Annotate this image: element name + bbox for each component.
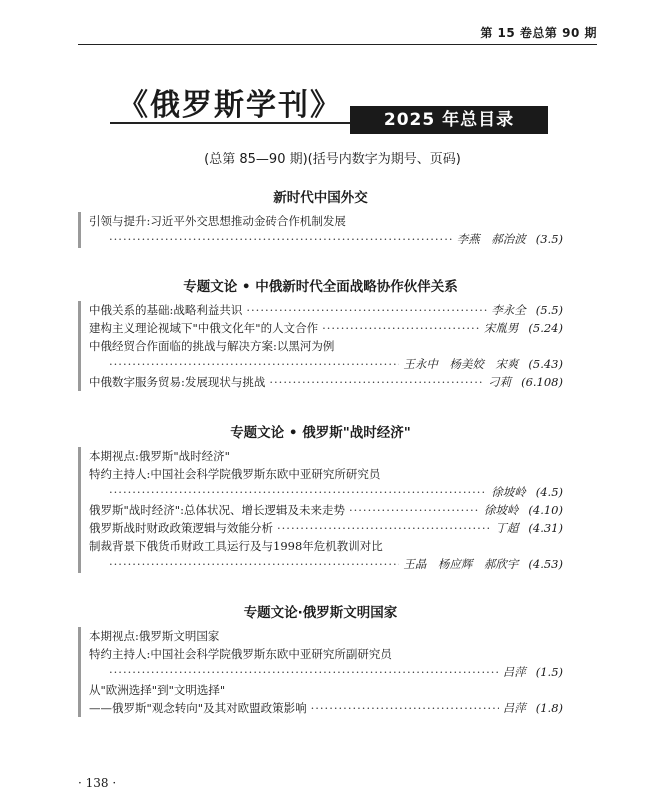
entry-title: 从"欧洲选择"到"文明选择" (89, 683, 226, 697)
entry-byline (484, 501, 563, 519)
entry-byline (488, 373, 563, 391)
toc-section (78, 277, 563, 391)
toc-entry (89, 501, 563, 519)
toc-entry (89, 337, 563, 355)
section-entries (78, 212, 563, 248)
entry-authors: 吕萍 (502, 701, 526, 715)
page-header-issue: 第 15 卷总第 90 期 (480, 26, 597, 40)
title-rule (110, 122, 350, 124)
journal-title: 《俄罗斯学刊》 (118, 88, 342, 123)
entry-title: 本期视点:俄罗斯"战时经济" (89, 449, 230, 463)
toc-entry (89, 663, 563, 681)
entry-authors: 刁莉 (488, 375, 512, 389)
entry-authors: 徐坡岭 (483, 503, 519, 517)
entry-issue-page: (4.5) (535, 485, 563, 499)
leader-dots (322, 319, 480, 337)
section-entries (78, 627, 563, 717)
toc-entry (89, 519, 563, 537)
leader-dots (109, 555, 399, 573)
leader-dots (109, 355, 399, 373)
toc-entry (89, 230, 563, 248)
toc-entry (89, 319, 563, 337)
entry-title: 俄罗斯战时财政政策逻辑与效能分析 (89, 521, 273, 535)
entry-title: 中俄经贸合作面临的挑战与解决方案:以黑河为例 (89, 339, 335, 353)
entry-authors: 宋胤男 (483, 321, 519, 335)
entry-title: 本期视点:俄罗斯文明国家 (89, 629, 220, 643)
entry-title: 建构主义理论视域下"中俄文化年"的人文合作 (89, 321, 319, 335)
toc-entry (89, 373, 563, 391)
leader-dots (269, 373, 484, 391)
leader-dots (277, 519, 491, 537)
toc-entry (89, 212, 563, 230)
entry-issue-page: (1.8) (535, 701, 563, 715)
entry-byline (403, 355, 563, 373)
entry-title: 中俄数字服务贸易:发展现状与挑战 (89, 375, 266, 389)
toc-section (78, 188, 563, 248)
toc-entry (89, 355, 563, 373)
leader-dots (109, 483, 487, 501)
toc-entry (89, 465, 563, 483)
leader-dots (311, 699, 499, 717)
entry-authors: 丁超 (495, 521, 519, 535)
entry-byline (491, 483, 563, 501)
title-banner: 2025 年总目录 (350, 106, 548, 134)
entry-title: 制裁背景下俄货币财政工具运行及与1998年危机教训对比 (89, 539, 383, 553)
entry-title: 引领与提升:习近平外交思想推动金砖合作机制发展 (89, 214, 346, 228)
entry-title: 特约主持人:中国社会科学院俄罗斯东欧中亚研究所副研究员 (89, 647, 392, 661)
entry-issue-page: (5.43) (528, 357, 563, 371)
toc-section (78, 603, 563, 717)
entry-authors: 王晶 杨应辉 郝欣宇 (403, 557, 519, 571)
toc-entry (89, 447, 563, 465)
header-rule (78, 44, 597, 45)
section-title: 专题文论·俄罗斯文明国家 (243, 605, 398, 621)
toc-entry (89, 301, 563, 319)
section-entries (78, 301, 563, 391)
entry-authors: 徐坡岭 (491, 485, 526, 499)
toc-entry (89, 627, 563, 645)
entry-byline (503, 699, 563, 717)
entry-authors: 吕萍 (502, 665, 526, 679)
entry-issue-page: (4.10) (528, 503, 563, 517)
entry-title: 特约主持人:中国社会科学院俄罗斯东欧中亚研究所研究员 (89, 467, 381, 481)
section-entries (78, 447, 563, 573)
entry-issue-page: (5.24) (528, 321, 563, 335)
section-title: 专题文论 • 俄罗斯"战时经济" (230, 425, 411, 441)
leader-dots (109, 230, 453, 248)
entry-issue-page: (4.31) (528, 521, 563, 535)
entry-byline (403, 555, 563, 573)
entry-issue-page: (1.5) (535, 665, 563, 679)
entry-authors: 李永全 (491, 303, 526, 317)
toc-entry (89, 483, 563, 501)
entry-authors: 王永中 杨美姣 宋爽 (403, 357, 519, 371)
leader-dots (109, 663, 499, 681)
entry-issue-page: (3.5) (535, 232, 563, 246)
entry-issue-page: (4.53) (528, 557, 563, 571)
toc-entry (89, 681, 563, 699)
leader-dots (246, 301, 487, 319)
toc-entry (89, 645, 563, 663)
toc-entry (89, 699, 563, 717)
entry-byline (495, 519, 563, 537)
section-title: 专题文论 • 中俄新时代全面战略协作伙伴关系 (183, 279, 458, 295)
section-title: 新时代中国外交 (273, 190, 368, 206)
entry-byline (491, 301, 563, 319)
entry-title: ——俄罗斯"观念转向"及其对欧盟政策影响 (89, 701, 307, 715)
toc-entry (89, 537, 563, 555)
entry-byline (484, 319, 563, 337)
entry-title: 俄罗斯"战时经济":总体状况、增长逻辑及未来走势 (89, 503, 345, 517)
toc-section (78, 423, 563, 573)
page-number: · 138 · (78, 776, 117, 790)
entry-issue-page: (5.5) (535, 303, 563, 317)
entry-byline (457, 230, 563, 248)
leader-dots (349, 501, 480, 519)
toc-entry (89, 555, 563, 573)
entry-issue-page: (6.108) (521, 375, 563, 389)
entry-authors: 李燕 郝治波 (456, 232, 526, 246)
entry-byline (503, 663, 563, 681)
subtitle: (总第 85—90 期)(括号内数字为期号、页码) (204, 152, 461, 167)
entry-title: 中俄关系的基础:战略利益共识 (89, 303, 243, 317)
